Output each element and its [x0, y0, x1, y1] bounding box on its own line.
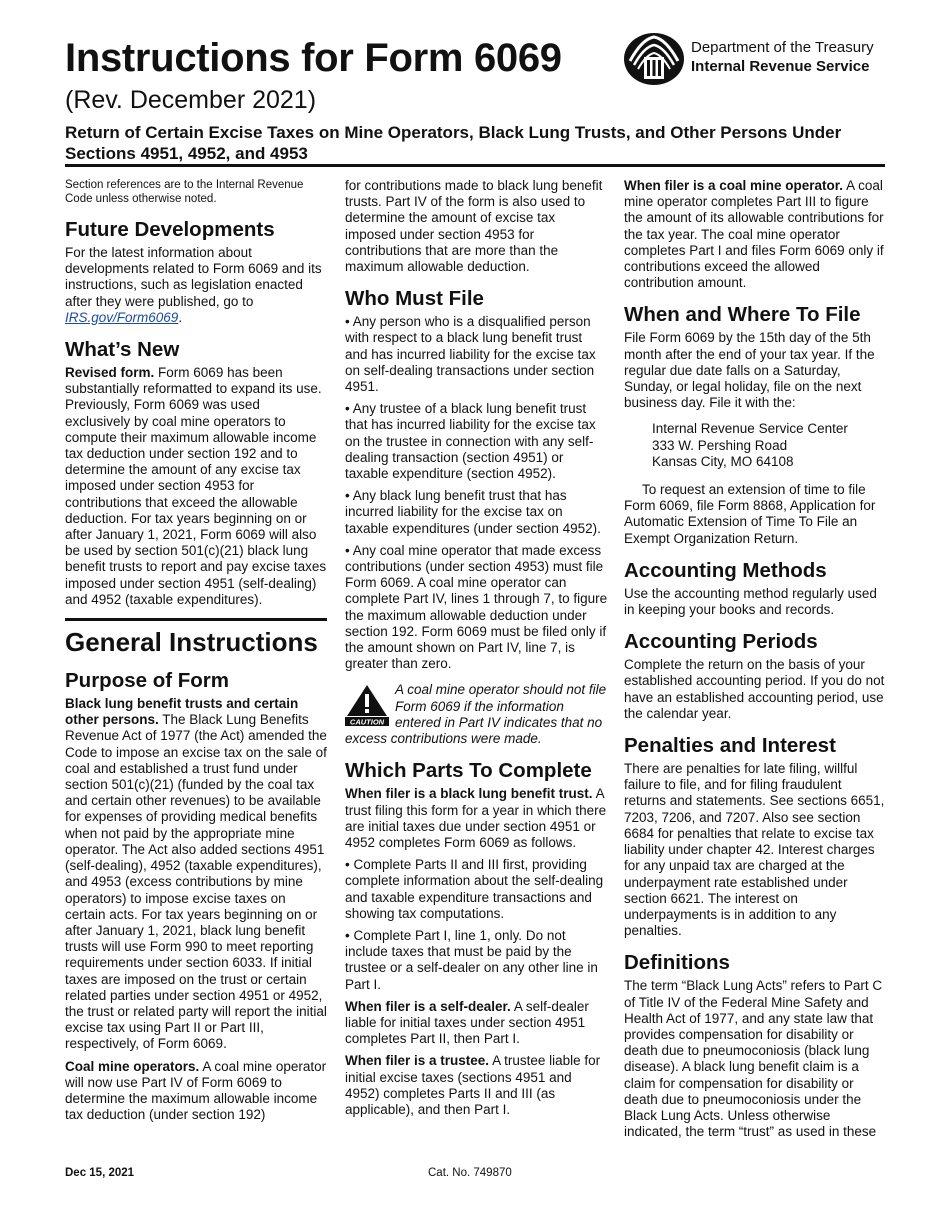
revised-form-lead: Revised form. — [65, 365, 155, 381]
who-bullet-3: Any black lung benefit trust that has incurred liability for the excise tax on taxable expenditures (under section 4952). — [345, 488, 601, 536]
agency-name — [691, 38, 874, 76]
list-item: • Any coal mine operator that made excess contributions (under section 4953) must file Form 6069. A coal mine operator can complete Part IV, lines 1 through 7, to figure the maximum allowable deduction under section 192. Form 6069 must be filed only if the amount shown on Part IV, line 7, is greater than zero. — [345, 542, 608, 672]
caution-text: A coal mine operator should not file Form 6069 if the information entered in Part IV indicates that no excess contributions were made. — [345, 682, 607, 747]
caution-label: CAUTION — [349, 717, 385, 727]
heading-accounting-periods: Accounting Periods — [624, 630, 818, 654]
irs-address — [652, 421, 886, 470]
who-bullet-4: Any coal mine operator that made excess contributions (under section 4953) must file Form 6069. A coal mine operator can complete Part IV, lines 1 through 7, to figure the maximum allowable deduction under section 192. Form 6069 must be filed only if the amount shown on Part IV, line 7, is greater than zero. — [345, 542, 608, 672]
whats-new-text — [65, 365, 327, 608]
heading-which-parts: Which Parts To Complete — [345, 759, 592, 783]
column-2 — [345, 178, 608, 1124]
address-line-3: Kansas City, MO 64108 — [652, 453, 794, 469]
future-end: . — [178, 309, 183, 325]
header-rule — [65, 164, 885, 167]
list-item: • Complete Part I, line 1, only. Do not include taxes that must be paid by the trustee or a self-dealer on any other line in Part I. — [345, 927, 598, 992]
accounting-periods-text: Complete the return on the basis of your established accounting period. If you do not have an established accounting period, use the calendar year. — [624, 657, 885, 721]
heading-penalties: Penalties and Interest — [624, 734, 836, 758]
coal-operator-filer-body: A coal mine operator completes Part III to figure the amount of its allowable contributions for the tax year. The coal mine operator completes Part I and files Form 6069 only if contributions exceed the allowed contribution amount. — [624, 178, 884, 291]
coal-operator-filer-lead: When filer is a coal mine operator. — [624, 178, 844, 193]
page-title: Instructions for Form 6069 — [65, 36, 562, 80]
trust-bullet-1: Complete Parts II and III first, providing complete information about the self-dealing and taxable expenditure transactions and showing tax computations. — [345, 857, 604, 921]
irs-eagle-logo-icon — [622, 31, 686, 87]
agency-line-2: Internal Revenue Service — [691, 58, 870, 75]
who-bullet-1: Any person who is a disqualified person with respect to a black lung benefit trust and has incurred liability for the excise tax on self-dealing transactions under section 4951. — [345, 314, 596, 395]
revision-date: (Rev. December 2021) — [65, 86, 317, 114]
heading-general-instructions: General Instructions — [65, 618, 327, 657]
self-dealer-body: A self-dealer liable for initial taxes under section 4951 completes Part II, then Part I. — [345, 998, 589, 1047]
trust-bullet-2: Complete Part I, line 1, only. Do not include taxes that must be paid by the trustee or a self-dealer on any other line in Part I. — [345, 927, 598, 992]
footer-cat-no: Cat. No. 749870 — [428, 1167, 512, 1179]
heading-when-where: When and Where To File — [624, 303, 861, 327]
form-subtitle: Return of Certain Excise Taxes on Mine Operators, Black Lung Trusts, and Other Persons Under Sections 4951, 4952, and 4953 — [65, 123, 842, 163]
heading-who-must-file: Who Must File — [345, 287, 484, 311]
trustee-text — [345, 1053, 608, 1118]
when-where-text: File Form 6069 by the 15th day of the 5th month after the end of your tax year. If the regular due date falls on a Saturday, Sunday, or legal holiday, file on the next business day. File it with the: — [624, 330, 875, 411]
heading-whats-new: What’s New — [65, 338, 180, 362]
list-item: • Any trustee of a black lung benefit trust that has incurred liability for the excise tax on the trustee in connection with any self-dealing transaction (section 4951) or taxable expenditure (section 4952). — [345, 401, 596, 482]
list-item: • Any person who is a disqualified person with respect to a black lung benefit trust and has incurred liability for the excise tax on self-dealing transactions under section 4951. — [345, 314, 596, 395]
coal-operators-lead: Coal mine operators. — [65, 1058, 200, 1074]
trust-filer-lead: When filer is a black lung benefit trust. — [345, 786, 593, 802]
coal-operators-text — [65, 1059, 327, 1124]
coal-operator-filer-text — [624, 178, 886, 291]
heading-accounting-methods: Accounting Methods — [624, 558, 827, 582]
irs-form6069-link[interactable]: IRS.gov/Form6069 — [65, 309, 179, 325]
trust-filer-body: A trust filing this form for a year in which there are initial taxes due under section 4951 or 4952 completes Form 6069 as follows. — [345, 786, 607, 850]
agency-line-1: Department of the Treasury — [691, 39, 874, 56]
caution-warning-icon — [345, 684, 389, 726]
revised-form-text: Form 6069 has been substantially reformatted to expand its use. Previously, Form 6069 was used exclusively by coal mine operators to compute their maximum allowable income tax deduction under section 192 and to determine the amount of any excise tax imposed under section 4953 for contributions that exceed the allowable deduction. For tax years beginning on or after January 1, 2021, Form 6069 will also be used by section 501(c)(21) black lung benefit trusts to report and pay excise taxes imposed under section 4951 (self-dealing) and 4952 (taxable expenditures). — [65, 365, 327, 607]
purpose-lead: Black lung benefit trusts and certain other persons. — [65, 696, 299, 728]
self-dealer-lead: When filer is a self-dealer. — [345, 998, 511, 1014]
heading-definitions: Definitions — [624, 951, 730, 975]
caution-note — [345, 682, 608, 747]
section-references-note: Section references are to the Internal Revenue Code unless otherwise noted. — [65, 179, 304, 205]
trustee-lead: When filer is a trustee. — [345, 1053, 490, 1069]
penalties-text: There are penalties for late filing, willful failure to file, and for filing fraudulent returns and statements. See sections 6651, 7203, 7206, and 7207. Also see section 6684 for penalties that relate to excise tax liability under chapter 42. Interest charges for any unpaid tax are charged at the underpayment rate established under section 6621. The interest on underpayments is in addition to any penalties. — [624, 761, 885, 939]
address-line-2: 333 W. Pershing Road — [652, 437, 788, 453]
heading-purpose-of-form: Purpose of Form — [65, 669, 230, 693]
who-bullet-2: Any trustee of a black lung benefit trust that has incurred liability for the excise tax on the trustee in connection with any self-dealing transaction (section 4951) or taxable expenditure (section 4952). — [345, 401, 596, 482]
coal-operators-body: A coal mine operator will now use Part IV of Form 6069 to determine the maximum allowable income tax deduction (under section 192) — [65, 1058, 327, 1123]
list-item: • Complete Parts II and III first, providing complete information about the self-dealing and taxable expenditure transactions and showing tax computations. — [345, 857, 604, 921]
address-line-1: Internal Revenue Service Center — [652, 421, 848, 437]
trust-filer-text — [345, 786, 608, 851]
future-developments-text — [65, 245, 327, 326]
list-item: • Any black lung benefit trust that has incurred liability for the excise tax on taxable expenditures (under section 4952). — [345, 488, 601, 536]
heading-future-developments: Future Developments — [65, 218, 275, 241]
continued-text: for contributions made to black lung benefit trusts. Part IV of the form is also used to determine the amount of excise tax imposed under section 4953 for contributions that are more than the maximum allowable deduction. — [345, 178, 603, 275]
purpose-body: The Black Lung Benefits Revenue Act of 1977 (the Act) amended the Code to impose an excise tax on the sale of coal and established a trust fund under section 501(c)(21) (funded by the coal tax and certain other revenues) to be available for expenses of providing medical benefits when not paid by the appropriate mine operator. The Act also added sections 4951 (self-dealing), 4952 (taxable expenditures), and 4953 (excess contributions by mine operators) to impose excise taxes on certain acts. For tax years beginning on or after January 1, 2021, black lung benefit trusts will use Form 990 to meet reporting requirements under section 6033. If initial taxes are imposed on the trust or certain related parties under section 4951 or 4952, the trust or related party will report the initial excise tax using Part II or Part III, respectively, of Form 6069. — [65, 712, 327, 1052]
column-3 — [624, 178, 886, 1146]
accounting-methods-text: Use the accounting method regularly used in keeping your books and records. — [624, 585, 877, 618]
self-dealer-text — [345, 999, 608, 1048]
column-1 — [65, 178, 327, 1129]
extension-text: To request an extension of time to file Form 6069, file Form 8868, Application for Automatic Extension of Time To File an Exempt Organization Return. — [624, 482, 876, 546]
footer-date: Dec 15, 2021 — [65, 1167, 135, 1179]
future-text: For the latest information about developments related to Form 6069 and its instructions, such as legislation enacted after they were published, go to — [65, 245, 322, 309]
purpose-text — [65, 696, 327, 1052]
definitions-text: The term “Black Lung Acts” refers to Part C of Title IV of the Federal Mine Safety and Health Act of 1977, and any state law that provides compensation for disability or death due to pneumoconiosis (black lung disease). A black lung benefit claim is a claim for compensation for disability or death due to pneumoconiosis under the Black Lung Acts. Unless otherwise indicated, the term “trust” as used in these — [624, 978, 883, 1140]
trustee-body: A trustee liable for initial excise taxes (sections 4951 and 4952) completes Parts II and III (as applicable), and then Part I. — [345, 1053, 601, 1117]
